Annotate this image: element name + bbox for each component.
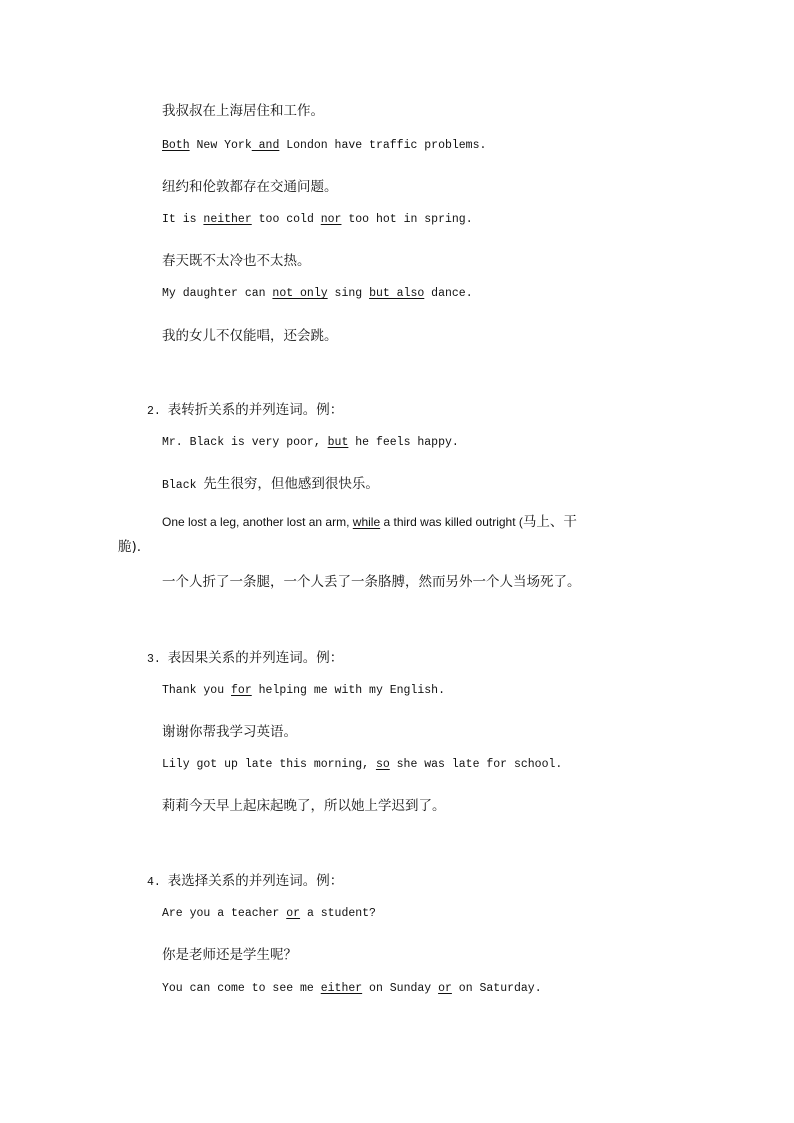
sentence-chinese: 纽约和伦敦都存在交通问题。 (162, 179, 338, 195)
text-segment: she was late for school. (389, 758, 563, 771)
text-segment: Mr. Black is very poor, (162, 436, 328, 449)
sentence-english-continued (118, 535, 141, 556)
section-number: 4. (147, 876, 168, 889)
sentence-chinese (162, 472, 379, 493)
text-segment: dance. (424, 287, 473, 300)
section-number: 3. (147, 653, 168, 666)
text-segment: London have traffic problems. (279, 139, 487, 152)
conjunction: but (327, 436, 349, 449)
sentence-chinese: 我叔叔在上海居住和工作。 (162, 103, 324, 119)
conjunction: either (320, 982, 363, 995)
text-segment: too hot in spring. (341, 213, 473, 226)
conjunction: but also (369, 287, 425, 300)
sentence-english (162, 907, 376, 920)
conjunction: and (251, 139, 280, 152)
conjunction: Both (162, 139, 190, 152)
section-heading (147, 869, 343, 889)
section-heading (147, 646, 343, 666)
section-number: 2. (147, 405, 168, 418)
section-heading (147, 398, 343, 418)
text-segment: New York (189, 139, 252, 152)
sentence-english (162, 684, 445, 697)
sentence-chinese: 谢谢你帮我学习英语。 (162, 724, 297, 740)
sentence-chinese: 莉莉今天早上起床起晚了，所以她上学迟到了。 (162, 798, 446, 814)
conjunction: or (286, 907, 301, 920)
sentence-english (162, 287, 473, 300)
text-segment: Black (162, 479, 204, 492)
sentence-english (162, 213, 473, 226)
text-segment: One lost a leg, another lost an arm, (162, 515, 353, 529)
conjunction: so (375, 758, 390, 771)
sentence-english (162, 139, 486, 152)
text-segment: sing (327, 287, 370, 300)
sentence-english (162, 982, 542, 995)
text-segment: he feels happy. (348, 436, 459, 449)
conjunction: not only (272, 287, 328, 300)
sentence-english (162, 510, 577, 531)
sentence-english (162, 436, 459, 449)
text-segment: 马上、干 (522, 514, 577, 530)
conjunction: nor (320, 213, 342, 226)
conjunction: while (352, 515, 381, 529)
text-segment: on Sunday (362, 982, 439, 995)
section-title: 表转折关系的并列连词。例： (167, 402, 344, 418)
conjunction: neither (203, 213, 252, 226)
section-title: 表因果关系的并列连词。例： (167, 650, 344, 666)
text-segment: helping me with my English. (251, 684, 445, 697)
text-segment: a third was killed outright ( (380, 515, 523, 529)
sentence-chinese: 我的女儿不仅能唱，还会跳。 (162, 328, 338, 344)
text-segment: Thank you (162, 684, 232, 697)
text-segment: My daughter can (162, 287, 273, 300)
sentence-chinese: 春天既不太冷也不太热。 (162, 253, 311, 269)
sentence-english (162, 758, 562, 771)
sentence-chinese: 你是老师还是学生呢？ (162, 947, 297, 963)
text-segment: too cold (251, 213, 321, 226)
text-segment: It is (162, 213, 204, 226)
conjunction: for (231, 684, 252, 697)
text-segment: You can come to see me (162, 982, 321, 995)
text-segment: Lily got up late this morning, (162, 758, 376, 771)
text-segment: Are you a teacher (162, 907, 287, 920)
conjunction: or (438, 982, 452, 995)
sentence-chinese: 一个人折了一条腿，一个人丢了一条胳膊，然而另外一个人当场死了。 (162, 574, 581, 590)
text-segment: 脆). (118, 539, 142, 555)
text-segment: a student? (300, 907, 376, 920)
text-segment: 先生很穷，但他感到很快乐。 (203, 476, 379, 492)
text-segment: on Saturday. (451, 982, 542, 995)
section-title: 表选择关系的并列连词。例： (167, 873, 344, 889)
